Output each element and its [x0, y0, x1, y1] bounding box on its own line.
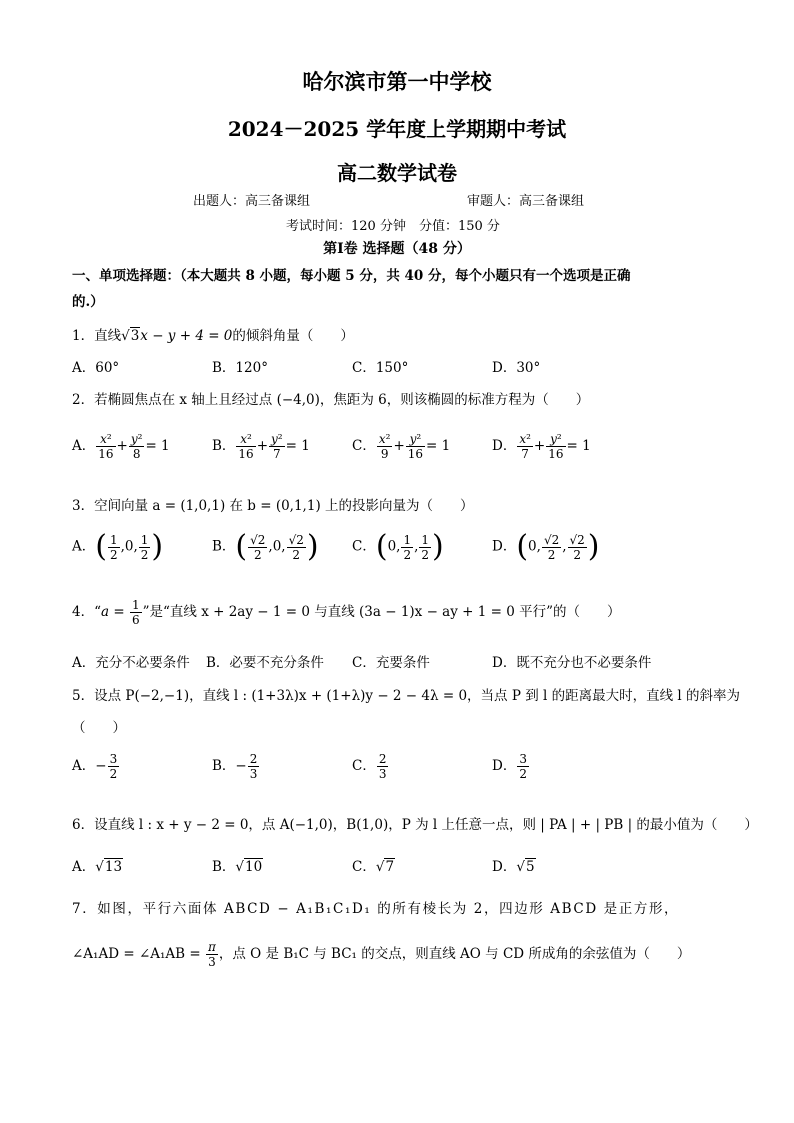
q1-num: 1． [72, 328, 95, 344]
q4-pre: 4．“ [72, 604, 101, 620]
question-7: 7．如图，平行六面体 ABCD − A₁B₁C₁D₁ 的所有棱长为 2，四边形 ABCD 是正方形， [72, 901, 680, 917]
volume-heading: 第Ⅰ卷 选择题（48 分） [323, 241, 471, 257]
q6-option-b: B．√10 [212, 859, 263, 875]
reviewer-label: 审题人：高三备课组 [467, 194, 585, 209]
question-6: 6．设直线 l : x + y − 2 = 0，点 A(−1,0)，B(1,0)，P 为 l 上任意一点，则 | PA | + | PB | 的最小值为（ ） [72, 817, 758, 833]
question-2: 2．若椭圆焦点在 x 轴上且经过点 (−4,0)，焦距为 6，则该椭圆的标准方程为（ ） [72, 392, 590, 408]
q1-expr: x − y + 4 = 0 [140, 328, 233, 344]
question-3: 3．空间向量 a = (1,0,1) 在 b = (0,1,1) 上的投影向量为（ ） [72, 498, 474, 514]
q4-option-c: C．充要条件 [352, 655, 430, 671]
q1-option-c: C．150° [352, 360, 409, 376]
q4-option-a: A．充分不必要条件 [72, 655, 190, 671]
q5-option-c: C． $\frac{2}{3}$ [352, 752, 387, 781]
q1-option-b: B．120° [212, 360, 268, 376]
section-heading-cont: 的.） [72, 294, 104, 310]
q5-option-b: B．− $\frac{2}{3}$ [212, 752, 258, 781]
time-score-label: 考试时间：120 分钟 分值：150 分 [286, 219, 500, 234]
question-5: 5．设点 P(−2,−1)，直线 l : (1+3λ)x + (1+λ)y − 2 − 4λ = 0，当点 P 到 l 的距离最大时，直线 l 的斜率为 [72, 688, 741, 704]
q1-pre: 直线 [94, 328, 122, 344]
q3-option-b: B．( $\frac{√2}{2}$ ,0, $\frac{√2}{2}$ ) [212, 529, 319, 564]
q3-option-a: A．( $\frac{1}{2}$ ,0, $\frac{1}{2}$ ) [72, 529, 164, 564]
q2-option-b: B． $\frac{\text{x²}}{16}$ + $\frac{\text{y²}}{7}$ = 1 [212, 432, 310, 461]
section-heading: 一、单项选择题：（本大题共 8 小题，每小题 5 分，共 40 分，每个小题只有一个选项是正确 [72, 268, 631, 284]
q4-post: ”是“直线 x + 2ay − 1 = 0 与直线 (3a − 1)x − ay + 1 = 0 平行”的（ ） [142, 604, 621, 620]
q2-option-a: A． $\frac{\text{x²}}{16}$ + $\frac{\text{y²}}{8}$ = 1 [72, 432, 170, 461]
q6-option-a: A．√13 [72, 859, 123, 875]
q3-option-c: C．(0, $\frac{1}{2}$ , $\frac{1}{2}$ ) [352, 529, 444, 564]
question-4: 4．“a = $\frac{1}{6}$ ”是“直线 x + 2ay − 1 = 0 与直线 (3a − 1)x − ay + 1 = 0 平行”的（ ） [72, 598, 621, 627]
q6-option-d: D．√5 [492, 859, 535, 875]
school-title: 哈尔滨市第一中学校 [302, 69, 492, 94]
q4-option-d: D．既不充分也不必要条件 [492, 655, 652, 671]
question-1: 1．直线√3x − y + 4 = 0的倾斜角量（ ） [72, 328, 354, 344]
q2-option-c: C． $\frac{\text{x²}}{9}$ + $\frac{\text{y²}}{16}$ = 1 [352, 432, 451, 461]
q7-post: ，点 O 是 B₁C 与 BC₁ 的交点，则直线 AO 与 CD 所成角的余弦值为（ ） [218, 946, 691, 962]
paper-title: 高二数学试卷 [337, 161, 457, 185]
q7-angle: ∠A₁AD = ∠A₁AB = [72, 946, 201, 962]
q5-option-a: A．− $\frac{3}{2}$ [72, 752, 118, 781]
q1-option-a: A．60° [72, 360, 120, 376]
q3-option-d: D．(0, $\frac{√2}{2}$ , $\frac{√2}{2}$ ) [492, 529, 600, 564]
q2-option-d: D． $\frac{\text{x²}}{7}$ + $\frac{\text{y²}}{16}$ = 1 [492, 432, 591, 461]
q1-post: 的倾斜角量（ ） [232, 328, 354, 344]
q5-option-d: D． $\frac{3}{2}$ [492, 752, 527, 781]
q1-option-d: D．30° [492, 360, 541, 376]
q6-option-c: C．√7 [352, 859, 395, 875]
exam-title: 2024－2025 学年度上学期期中考试 [227, 117, 567, 141]
author-label: 出题人：高三备课组 [193, 194, 311, 209]
question-7-cont: ∠A₁AD = ∠A₁AB = $\frac{\pi}{3}$ ，点 O 是 B₁C 与 BC₁ 的交点，则直线 AO 与 CD 所成角的余弦值为（ ） [72, 940, 691, 969]
q4-option-b: B．必要不充分条件 [206, 655, 324, 671]
question-5-cont: （ ） [72, 720, 126, 736]
